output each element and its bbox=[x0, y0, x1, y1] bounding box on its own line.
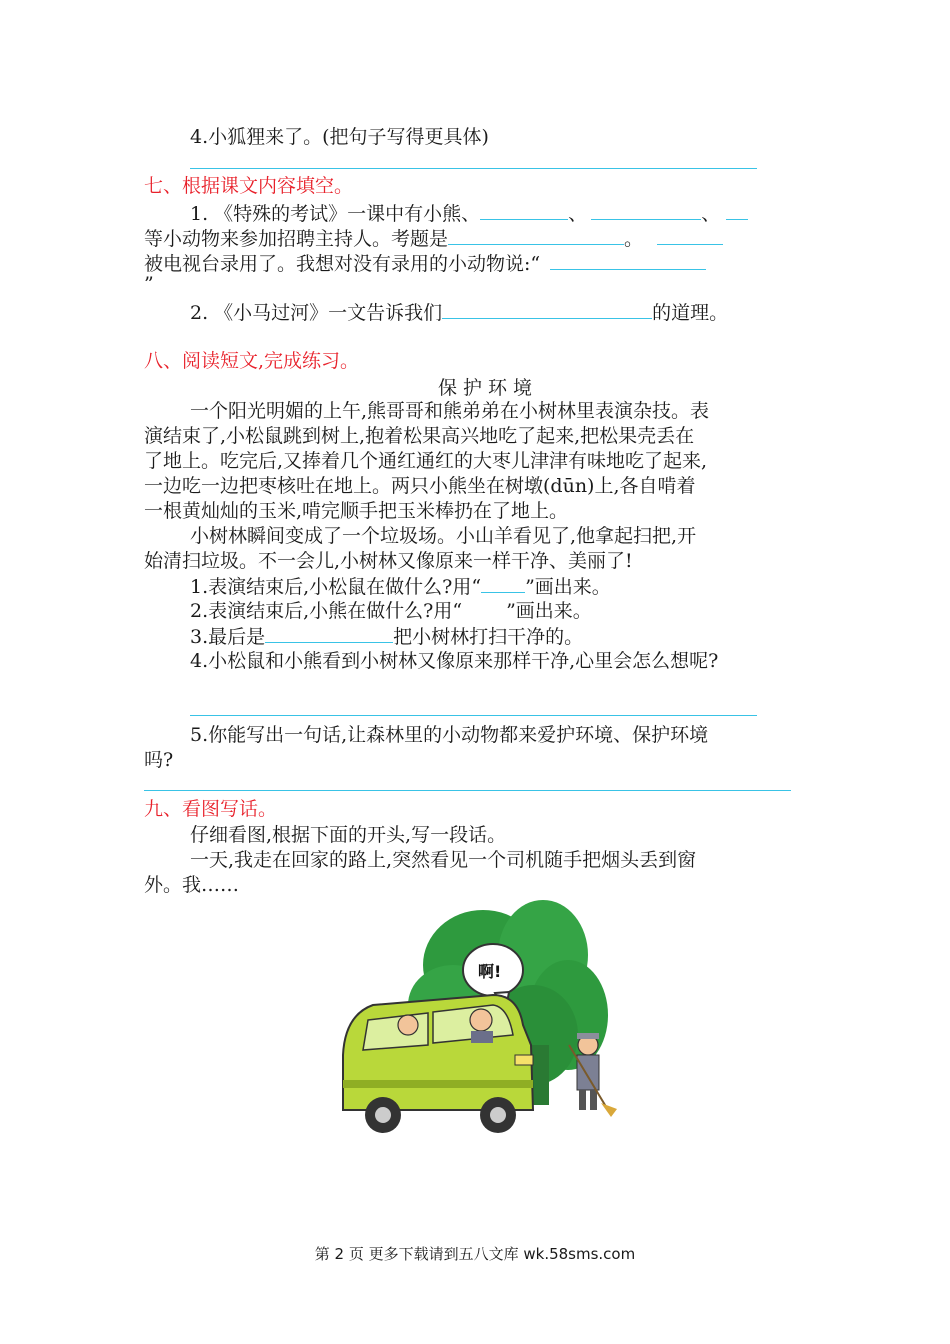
fill-blank[interactable] bbox=[657, 226, 723, 245]
text: 2. 《小马过河》一文告诉我们 bbox=[190, 302, 443, 324]
s8-q5-line2: 吗? bbox=[144, 749, 174, 771]
fill-blank[interactable] bbox=[550, 251, 706, 270]
text: 等小动物来参加招聘主持人。考题是 bbox=[144, 228, 449, 250]
fill-blank[interactable] bbox=[448, 226, 624, 245]
answer-line[interactable] bbox=[190, 715, 757, 716]
underline-sample bbox=[481, 574, 525, 593]
text: 2.表演结束后,小熊在做什么?用“ bbox=[190, 600, 463, 622]
fill-blank[interactable] bbox=[591, 201, 701, 220]
illustration-car-litter bbox=[333, 895, 619, 1150]
passage-line: 小树林瞬间变成了一个垃圾场。小山羊看见了,他拿起扫把,开 bbox=[190, 525, 697, 547]
fill-blank[interactable] bbox=[442, 300, 652, 319]
text: 、 bbox=[701, 203, 721, 225]
s9-instruction: 仔细看图,根据下面的开头,写一段话。 bbox=[190, 824, 507, 846]
text: 。 bbox=[624, 228, 644, 250]
answer-line[interactable] bbox=[144, 790, 791, 791]
section-8-heading: 八、阅读短文,完成练习。 bbox=[144, 350, 360, 372]
passage-line: 了地上。吃完后,又捧着几个通红通红的大枣儿津津有味地吃了起来, bbox=[144, 450, 708, 472]
text: 1. 《特殊的考试》一课中有小熊、 bbox=[190, 203, 481, 225]
s8-q2 bbox=[190, 599, 592, 623]
fill-blank[interactable] bbox=[265, 624, 393, 643]
text: 3.最后是 bbox=[190, 626, 266, 648]
s8-q1 bbox=[190, 574, 611, 599]
text: 把小树林打扫干净的。 bbox=[393, 626, 584, 648]
bubble-text: 啊! bbox=[478, 962, 502, 981]
s8-q4: 4.小松鼠和小熊看到小树林又像原来那样干净,心里会怎么想呢? bbox=[190, 650, 719, 672]
s7-q1-line2 bbox=[144, 226, 723, 251]
s7-q1-line3 bbox=[144, 251, 706, 276]
green-car bbox=[343, 995, 533, 1133]
text: 被电视台录用了。我想对没有录用的小动物说:“ bbox=[144, 253, 541, 275]
passage-line: 一根黄灿灿的玉米,啃完顺手把玉米棒扔在了地上。 bbox=[144, 500, 569, 522]
text: ”画出来。 bbox=[506, 600, 592, 622]
section-7-heading: 七、根据课文内容填空。 bbox=[144, 175, 354, 197]
text: ”画出来。 bbox=[525, 576, 611, 598]
passage-line: 一个阳光明媚的上午,熊哥哥和熊弟弟在小树林里表演杂技。表 bbox=[190, 400, 710, 422]
answer-line[interactable] bbox=[190, 168, 757, 169]
s7-q1-line1 bbox=[190, 201, 748, 226]
fill-blank[interactable] bbox=[480, 201, 568, 220]
section-9-heading: 九、看图写话。 bbox=[144, 798, 278, 820]
s9-prompt-line2: 外。我…… bbox=[144, 874, 240, 896]
passage-line: 演结束了,小松鼠跳到树上,抱着松果高兴地吃了起来,把松果壳丢在 bbox=[144, 425, 695, 447]
passage-title: 保护环境 bbox=[438, 377, 539, 399]
s8-q5-line1: 5.你能写出一句话,让森林里的小动物都来爱护环境、保护环境 bbox=[190, 724, 709, 746]
text: 1.表演结束后,小松鼠在做什么?用“ bbox=[190, 576, 482, 598]
text: 、 bbox=[568, 203, 588, 225]
car-scene-illustration bbox=[333, 895, 619, 1150]
s7-q1-close-quote: ” bbox=[144, 273, 154, 295]
s6-question-4: 4.小狐狸来了。(把句子写得更具体) bbox=[190, 126, 489, 148]
text: 的道理。 bbox=[652, 302, 729, 324]
passage-line: 一边吃一边把枣核吐在地上。两只小熊坐在树墩(dūn)上,各自啃着 bbox=[144, 475, 696, 497]
passage-line: 始清扫垃圾。不一会儿,小树林又像原来一样干净、美丽了! bbox=[144, 550, 633, 572]
fill-blank[interactable] bbox=[726, 201, 748, 220]
page-footer: 第 2 页 更多下载请到五八文库 wk.58sms.com bbox=[314, 1245, 636, 1263]
s8-q3 bbox=[190, 624, 583, 649]
s7-q2 bbox=[190, 300, 728, 325]
s9-prompt-line1: 一天,我走在回家的路上,突然看见一个司机随手把烟头丢到窗 bbox=[190, 849, 697, 871]
